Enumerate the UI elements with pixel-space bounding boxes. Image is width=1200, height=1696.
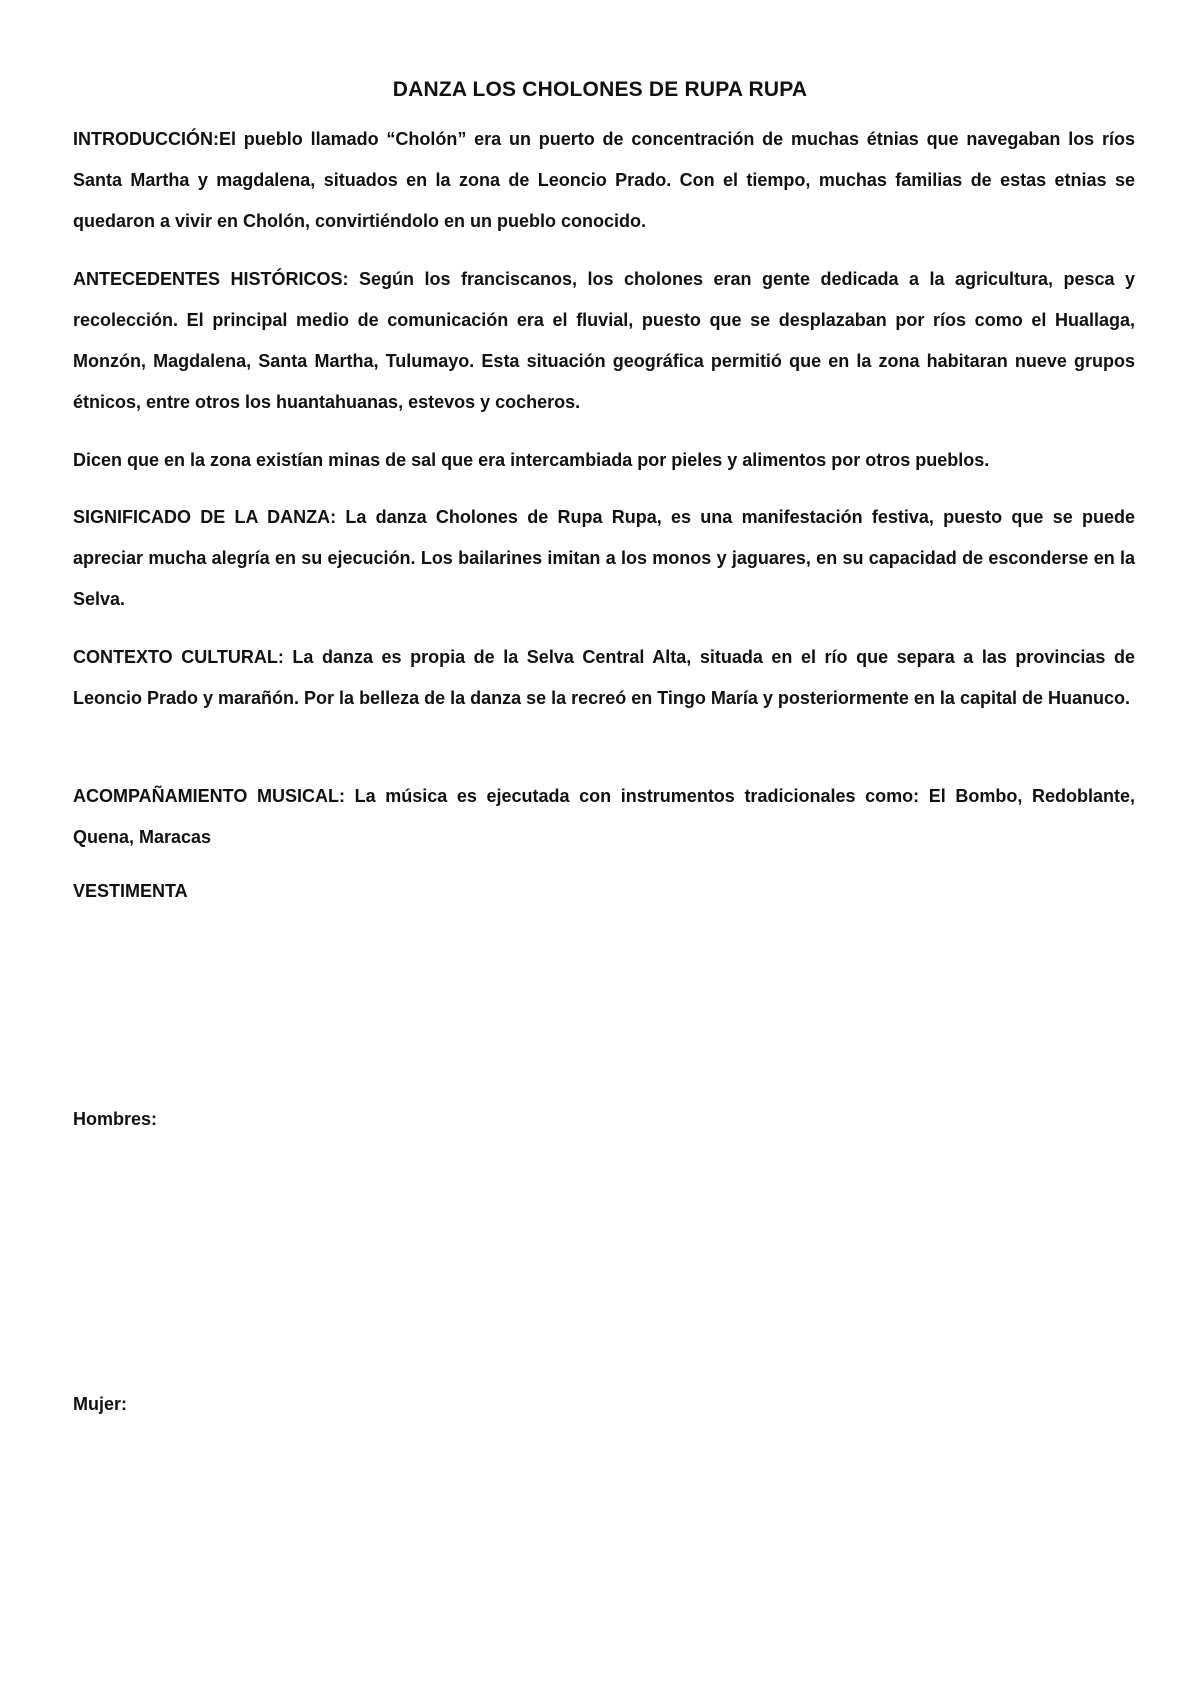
paragraph-minas-de-sal: Dicen que en la zona existían minas de sal que era intercambiada por pieles y alimentos por otros pueblos.: [73, 450, 990, 470]
mujer-label: Mujer:: [73, 1394, 127, 1414]
paragraph-antecedentes: ANTECEDENTES HISTÓRICOS: Según los franciscanos, los cholones eran gente dedicada a la agricultura, pesca y recolección. El principal medio de comunicación era el fluvial, puesto que se desplazaban por ríos como el Huallaga, Monzón, Magdalena, Santa Martha, Tulumayo. Esta situación geográfica permitió que en la zona habitaran nueve grupos étnicos, entre otros los huantahuanas, estevos y cocheros.: [73, 269, 1135, 412]
document-title: DANZA LOS CHOLONES DE RUPA RUPA: [392, 78, 808, 101]
paragraph-significado: SIGNIFICADO DE LA DANZA: La danza Cholones de Rupa Rupa, es una manifestación festiva, puesto que se puede apreciar mucha alegría en su ejecución. Los bailarines imitan a los monos y jaguares, en su capacidad de esconderse en la Selva.: [73, 507, 1135, 609]
vestimenta-heading: VESTIMENTA: [73, 881, 188, 901]
paragraph-contexto-cultural: CONTEXTO CULTURAL: La danza es propia de la Selva Central Alta, situada en el río que separa a las provincias de Leoncio Prado y marañón. Por la belleza de la danza se la recreó en Tingo María y posteriormente en la capital de Huanuco.: [73, 647, 1135, 708]
paragraph-acompanamiento-musical: ACOMPAÑAMIENTO MUSICAL: La música es ejecutada con instrumentos tradicionales como: El Bombo, Redoblante, Quena, Maracas: [73, 786, 1135, 847]
paragraph-introduccion: INTRODUCCIÓN:El pueblo llamado “Cholón” era un puerto de concentración de muchas étnias que navegaban los ríos Santa Martha y magdalena, situados en la zona de Leoncio Prado. Con el tiempo, muchas familias de estas etnias se quedaron a vivir en Cholón, convirtiéndolo en un pueblo conocido.: [73, 129, 1135, 231]
hombres-label: Hombres:: [73, 1109, 158, 1129]
